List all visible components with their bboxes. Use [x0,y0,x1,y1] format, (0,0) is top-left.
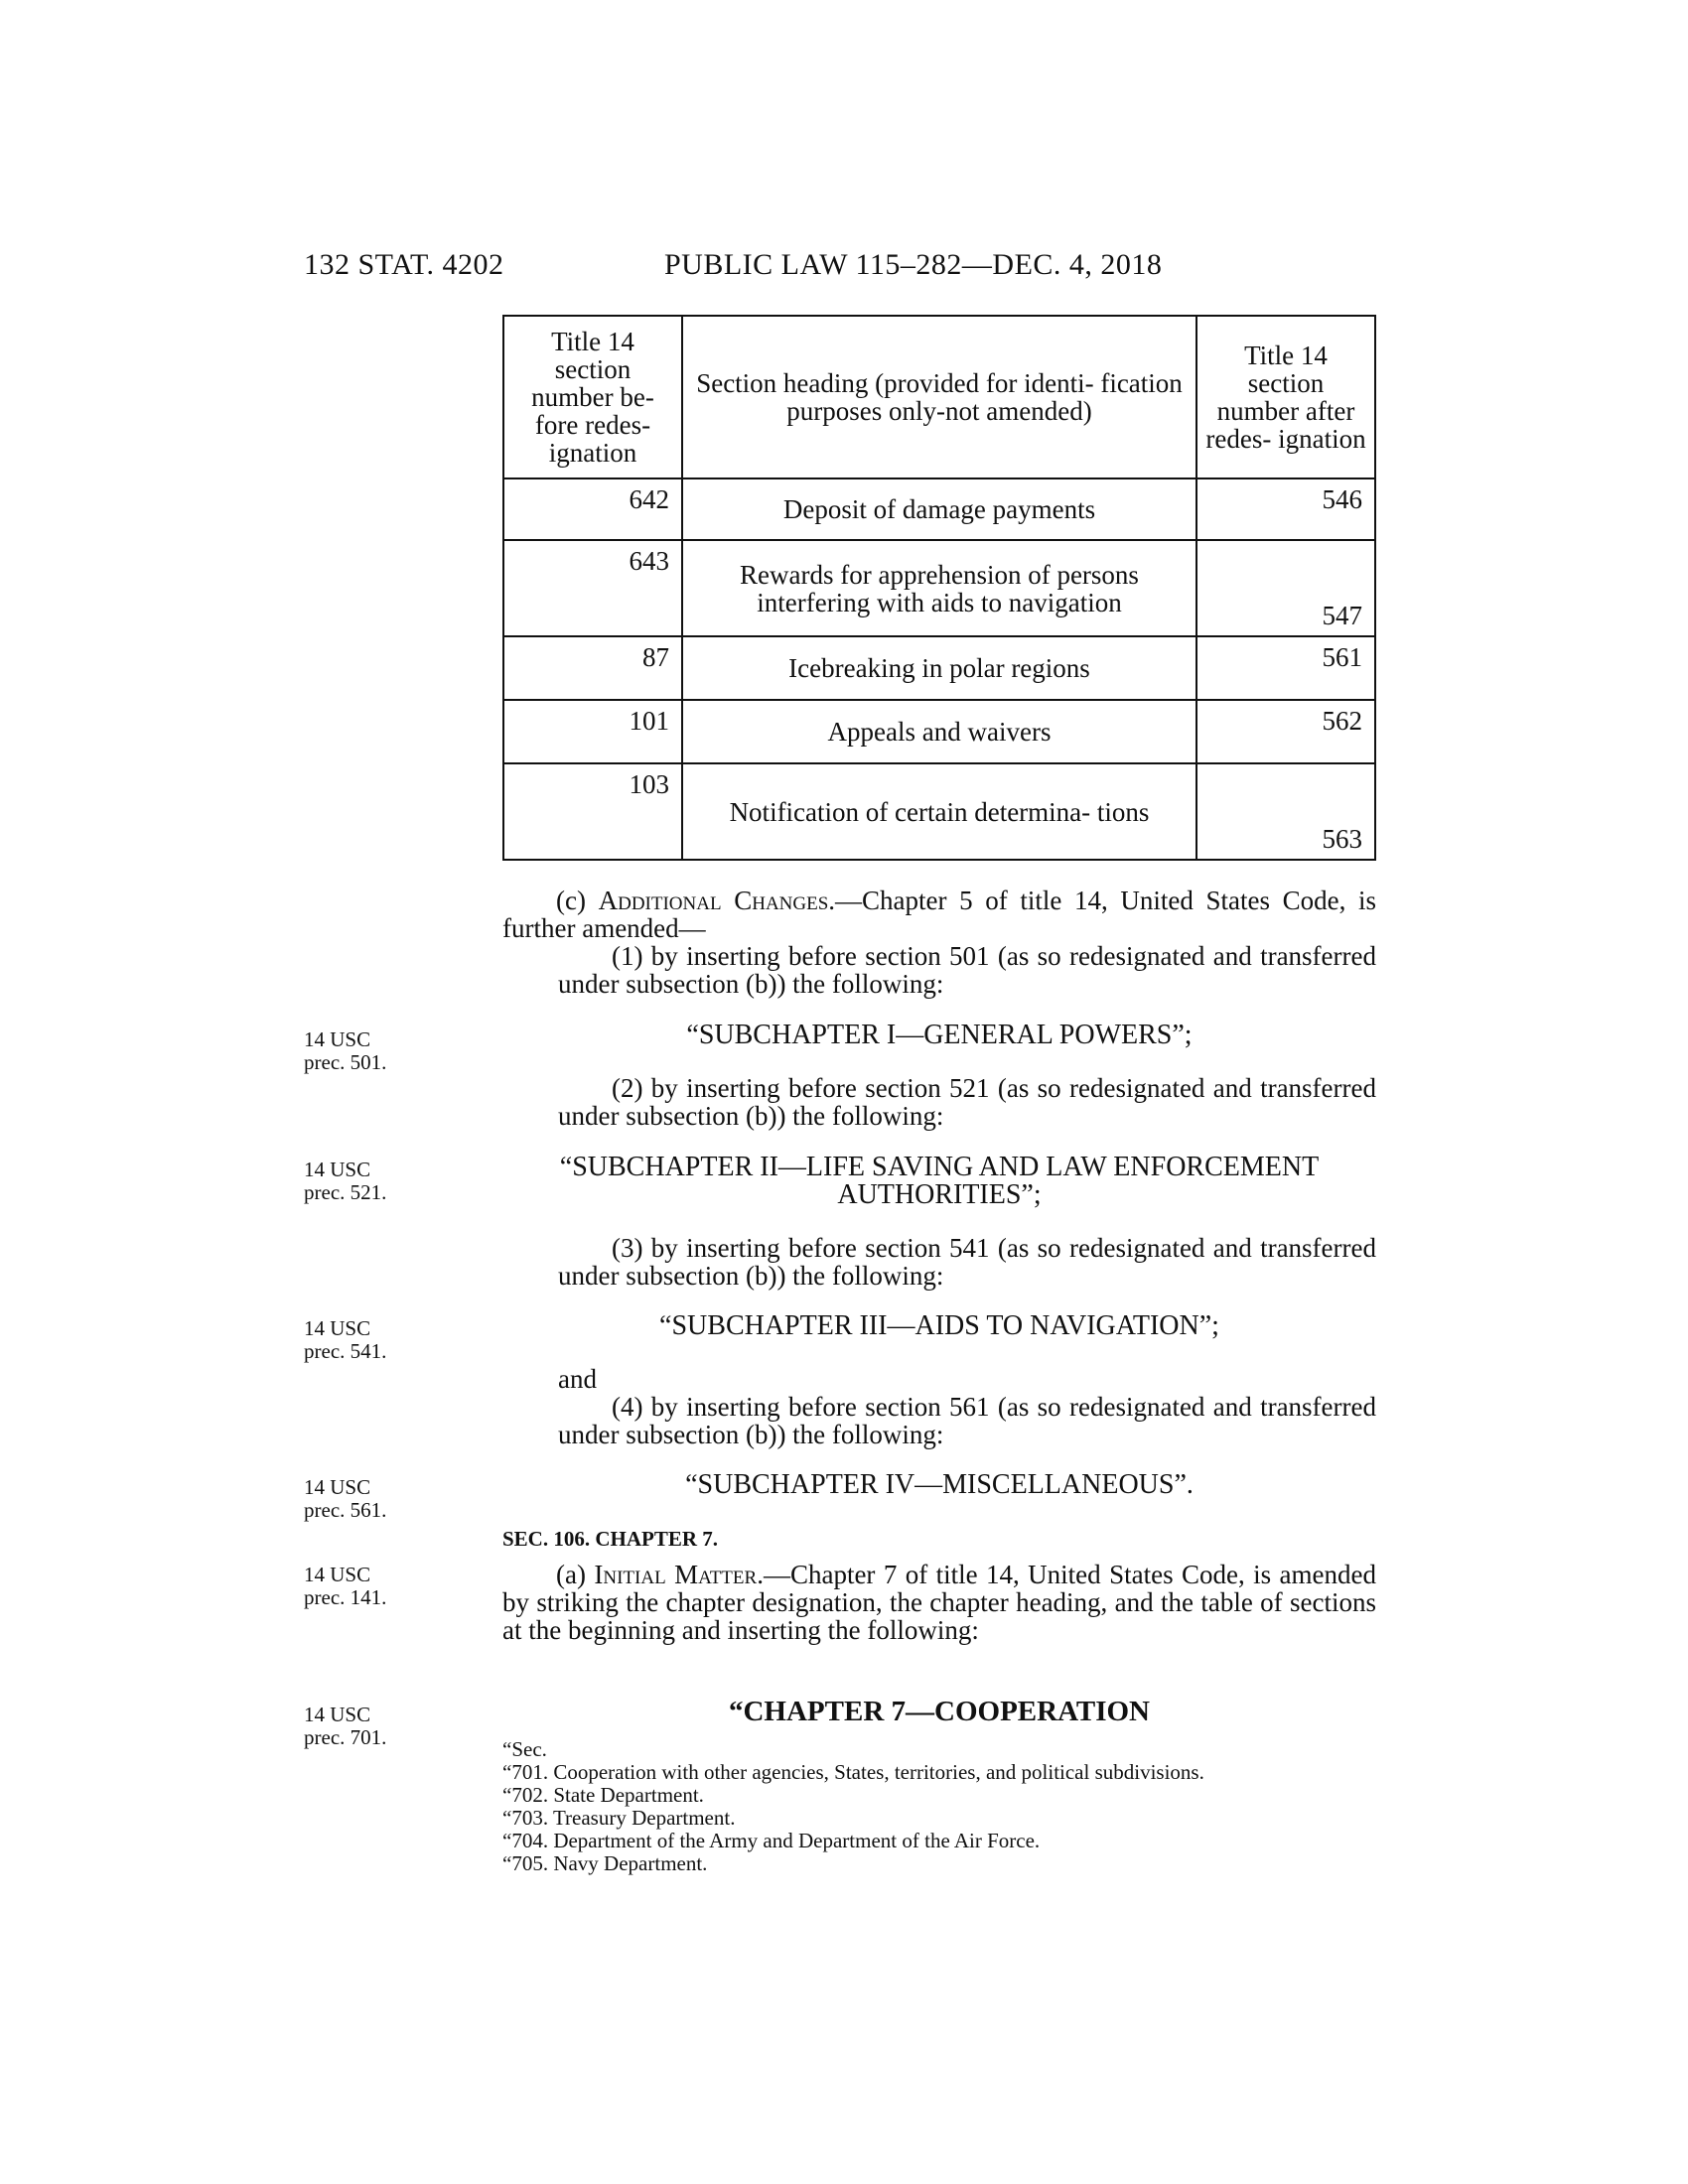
cell-after: 561 [1196,636,1375,700]
margin-note-line: prec. 501. [304,1050,387,1074]
margin-note [304,1704,386,1749]
cell-heading: Icebreaking in polar regions [682,636,1196,700]
item-1: (1) by inserting before section 501 (as so redesignated and transferred under subsection (b)) the following: [558,941,1376,999]
cell-heading: Notification of certain determina- tions [682,763,1196,860]
table-header-row [503,316,1375,478]
margin-note-line: 14 USC [304,1703,371,1726]
section-heading: SEC. 106. CHAPTER 7. [502,1527,719,1551]
subchapter-1: “SUBCHAPTER I—GENERAL POWERS”; [686,1020,1193,1050]
item-4: (4) by inserting before section 561 (as so redesignated and transferred under subsection (b)) the following: [558,1392,1376,1449]
subchapter-3: “SUBCHAPTER III—AIDS TO NAVIGATION”; [659,1310,1219,1341]
margin-note-line: 14 USC [304,1563,371,1586]
margin-note-line: 14 USC [304,1475,371,1499]
margin-note [304,1317,386,1363]
header-before: Title 14 section number be- fore redes- ignation [503,316,682,478]
subchapter-2 [502,1154,1376,1209]
table-row [503,636,1375,700]
toc-item: “703. Treasury Department. [502,1806,736,1830]
margin-note-line: prec. 141. [304,1585,387,1609]
paragraph-c-text: .—Chapter 5 of title 14, United States Code, is further amended— [502,886,1376,943]
cell-heading: Appeals and waivers [682,700,1196,763]
table-of-sections [502,1738,1204,1875]
and-text: and [558,1364,597,1394]
margin-note-line: prec. 701. [304,1725,387,1749]
toc-item: “705. Navy Department. [502,1851,708,1875]
margin-note [304,1564,386,1609]
margin-note-line: prec. 561. [304,1498,387,1522]
redesignation-table [502,315,1376,861]
paragraph-a-heading: Initial Matter [594,1560,758,1589]
margin-note [304,1159,386,1204]
margin-note-line: prec. 541. [304,1339,387,1363]
cell-after: 547 [1196,540,1375,636]
cell-after: 546 [1196,478,1375,540]
margin-note-line: prec. 521. [304,1180,387,1204]
cell-before: 87 [503,636,682,700]
margin-note [304,1028,386,1074]
toc-item: “Sec. [502,1737,547,1761]
paragraph-c-label: (c) [556,886,586,915]
toc-item: “701. Cooperation with other agencies, States, territories, and political subdivisions. [502,1760,1204,1784]
paragraph-a [502,1561,1376,1644]
table-row [503,700,1375,763]
cell-heading: Rewards for apprehension of persons interfering with aids to navigation [682,540,1196,636]
item-3: (3) by inserting before section 541 (as so redesignated and transferred under subsection (b)) the following: [558,1233,1376,1291]
subchapter-4: “SUBCHAPTER IV—MISCELLANEOUS”. [685,1469,1194,1500]
item-2: (2) by inserting before section 521 (as so redesignated and transferred under subsection (b)) the following: [558,1073,1376,1131]
toc-item: “702. State Department. [502,1783,704,1807]
cell-before: 103 [503,763,682,860]
subchapter-2-line2: AUTHORITIES”; [837,1179,1042,1210]
chapter-title: “CHAPTER 7—COOPERATION [728,1696,1150,1727]
table-row [503,540,1375,636]
cell-before: 642 [503,478,682,540]
subchapter-2-line1: “SUBCHAPTER II—LIFE SAVING AND LAW ENFORCEMENT [559,1152,1320,1182]
margin-note-line: 14 USC [304,1027,371,1051]
paragraph-c [502,887,1376,942]
table-row [503,478,1375,540]
cell-before: 101 [503,700,682,763]
cell-heading: Deposit of damage payments [682,478,1196,540]
header-after: Title 14 section number after redes- ignation [1196,316,1375,478]
table-row [503,763,1375,860]
cell-before: 643 [503,540,682,636]
paragraph-a-text: .—Chapter 7 of title 14, United States Code, is amended by striking the chapter designation, the chapter heading, and the table of sections at the beginning and inserting the following: [502,1560,1376,1645]
stat-page-number: 132 STAT. 4202 [304,248,504,281]
margin-note [304,1476,386,1522]
paragraph-c-heading: Additional Changes [598,886,829,915]
toc-item: “704. Department of the Army and Department of the Air Force. [502,1829,1041,1852]
public-law-title: PUBLIC LAW 115–282—DEC. 4, 2018 [664,248,1163,281]
cell-after: 563 [1196,763,1375,860]
cell-after: 562 [1196,700,1375,763]
margin-note-line: 14 USC [304,1158,371,1181]
header-heading: Section heading (provided for identi- fication purposes only-not amended) [682,316,1196,478]
margin-note-line: 14 USC [304,1316,371,1340]
paragraph-a-label: (a) [556,1560,586,1589]
